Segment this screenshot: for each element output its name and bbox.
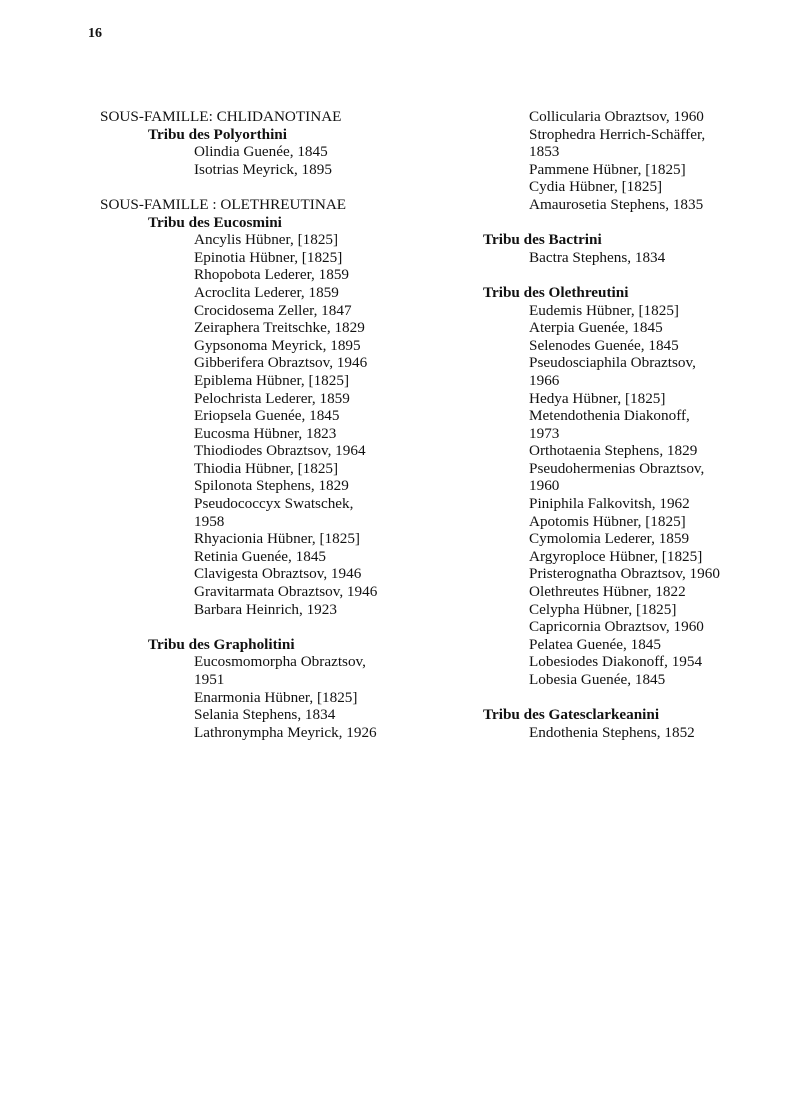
genus-entry: Crocidosema Zeller, 1847 <box>194 301 352 319</box>
right-column <box>483 108 783 741</box>
genus-entry: Epinotia Hübner, [1825] <box>194 248 343 266</box>
genus-entry: Zeiraphera Treitschke, 1829 <box>194 319 365 337</box>
genus-entry: Apotomis Hübner, [1825] <box>529 512 686 530</box>
page-number: 16 <box>88 26 102 41</box>
genus-entry: Spilonota Stephens, 1829 <box>194 477 349 495</box>
genus-entry: Eriopsela Guenée, 1845 <box>194 407 340 425</box>
genus-entry: Pelochrista Lederer, 1859 <box>194 389 350 407</box>
genus-entry: Pammene Hübner, [1825] <box>529 160 686 178</box>
genus-entry: Clavigesta Obraztsov, 1946 <box>194 565 362 583</box>
genus-entry: Selenodes Guenée, 1845 <box>529 336 679 354</box>
genus-entry: Epiblema Hübner, [1825] <box>194 371 350 389</box>
tribe-heading: Tribu des Eucosmini <box>148 213 282 231</box>
genus-entry: Barbara Heinrich, 1923 <box>194 600 337 618</box>
genus-entry: Rhyacionia Hübner, [1825] <box>194 530 360 548</box>
genus-entry: Aterpia Guenée, 1845 <box>529 319 663 337</box>
genus-list <box>100 143 430 178</box>
subfamily-heading: SOUS-FAMILLE: CHLIDANOTINAE <box>100 108 342 125</box>
subfamily-heading: SOUS-FAMILLE : OLETHREUTINAE <box>100 195 347 213</box>
genus-entry: 1958 <box>194 512 225 530</box>
genus-list-continued <box>483 108 783 214</box>
genus-list <box>483 249 783 267</box>
genus-entry: Gravitarmata Obraztsov, 1946 <box>194 583 378 601</box>
genus-entry: Metendothenia Diakonoff, <box>529 407 690 425</box>
tribe-heading: Tribu des Polyorthini <box>148 125 287 143</box>
genus-entry: Bactra Stephens, 1834 <box>529 248 666 266</box>
genus-entry: 1951 <box>194 671 225 688</box>
genus-entry: Retinia Guenée, 1845 <box>194 547 327 565</box>
genus-entry: Orthotaenia Stephens, 1829 <box>529 442 698 460</box>
genus-entry: Pristerognatha Obraztsov, 1960 <box>529 565 720 583</box>
genus-entry: Hedya Hübner, [1825] <box>529 389 666 407</box>
genus-entry: Eucosmomorpha Obraztsov, <box>194 653 366 671</box>
spacer <box>483 214 783 232</box>
genus-list <box>483 724 783 742</box>
genus-entry: Acroclita Lederer, 1859 <box>194 283 339 301</box>
genus-entry: 1966 <box>529 371 560 389</box>
spacer <box>483 689 783 707</box>
genus-entry: Enarmonia Hübner, [1825] <box>194 688 358 706</box>
genus-entry: 1973 <box>529 424 560 442</box>
genus-entry: Pseudococcyx Swatschek, <box>194 495 354 513</box>
genus-entry: Strophedra Herrich-Schäffer, <box>529 125 706 143</box>
tribe-heading: Tribu des Olethreutini <box>483 283 629 301</box>
genus-entry: Selania Stephens, 1834 <box>194 706 336 724</box>
genus-entry: Thiodiodes Obraztsov, 1964 <box>194 442 366 460</box>
genus-entry: Lobesia Guenée, 1845 <box>529 671 666 688</box>
genus-entry: Rhopobota Lederer, 1859 <box>194 266 350 284</box>
genus-list <box>483 302 783 689</box>
genus-entry: Pseudosciaphila Obraztsov, <box>529 354 696 372</box>
spacer <box>100 618 430 636</box>
genus-entry: Lobesiodes Diakonoff, 1954 <box>529 653 703 671</box>
genus-entry: Olindia Guenée, 1845 <box>194 143 328 161</box>
genus-entry: Piniphila Falkovitsh, 1962 <box>529 495 690 513</box>
genus-entry: Argyroploce Hübner, [1825] <box>529 547 703 565</box>
genus-entry: Cymolomia Lederer, 1859 <box>529 530 690 548</box>
genus-entry: Amaurosetia Stephens, 1835 <box>529 195 704 213</box>
left-column <box>100 108 430 741</box>
spacer <box>100 178 430 196</box>
genus-entry: Gypsonoma Meyrick, 1895 <box>194 336 361 354</box>
genus-entry: Gibberifera Obraztsov, 1946 <box>194 354 368 372</box>
tribe-heading: Tribu des Gatesclarkeanini <box>483 706 660 724</box>
genus-entry: Ancylis Hübner, [1825] <box>194 231 339 249</box>
genus-entry: Collicularia Obraztsov, 1960 <box>529 108 704 125</box>
genus-entry: Eucosma Hübner, 1823 <box>194 424 337 442</box>
genus-entry: Cydia Hübner, [1825] <box>529 178 663 196</box>
genus-entry: Pseudohermenias Obraztsov, <box>529 459 705 477</box>
genus-list <box>100 231 430 618</box>
genus-entry: Olethreutes Hübner, 1822 <box>529 583 686 601</box>
genus-entry: Eudemis Hübner, [1825] <box>529 301 679 319</box>
genus-entry: Capricornia Obraztsov, 1960 <box>529 618 704 636</box>
spacer <box>483 266 783 284</box>
genus-list <box>100 653 430 741</box>
genus-entry: Isotrias Meyrick, 1895 <box>194 160 332 178</box>
genus-entry: Lathronympha Meyrick, 1926 <box>194 723 377 741</box>
genus-entry: Thiodia Hübner, [1825] <box>194 459 339 477</box>
tribe-heading: Tribu des Grapholitini <box>148 635 295 653</box>
genus-entry: Celypha Hübner, [1825] <box>529 600 677 618</box>
genus-entry: Pelatea Guenée, 1845 <box>529 635 661 653</box>
genus-entry: 1960 <box>529 477 560 495</box>
genus-entry: Endothenia Stephens, 1852 <box>529 723 695 741</box>
genus-entry: 1853 <box>529 143 560 161</box>
tribe-heading: Tribu des Bactrini <box>483 231 602 249</box>
